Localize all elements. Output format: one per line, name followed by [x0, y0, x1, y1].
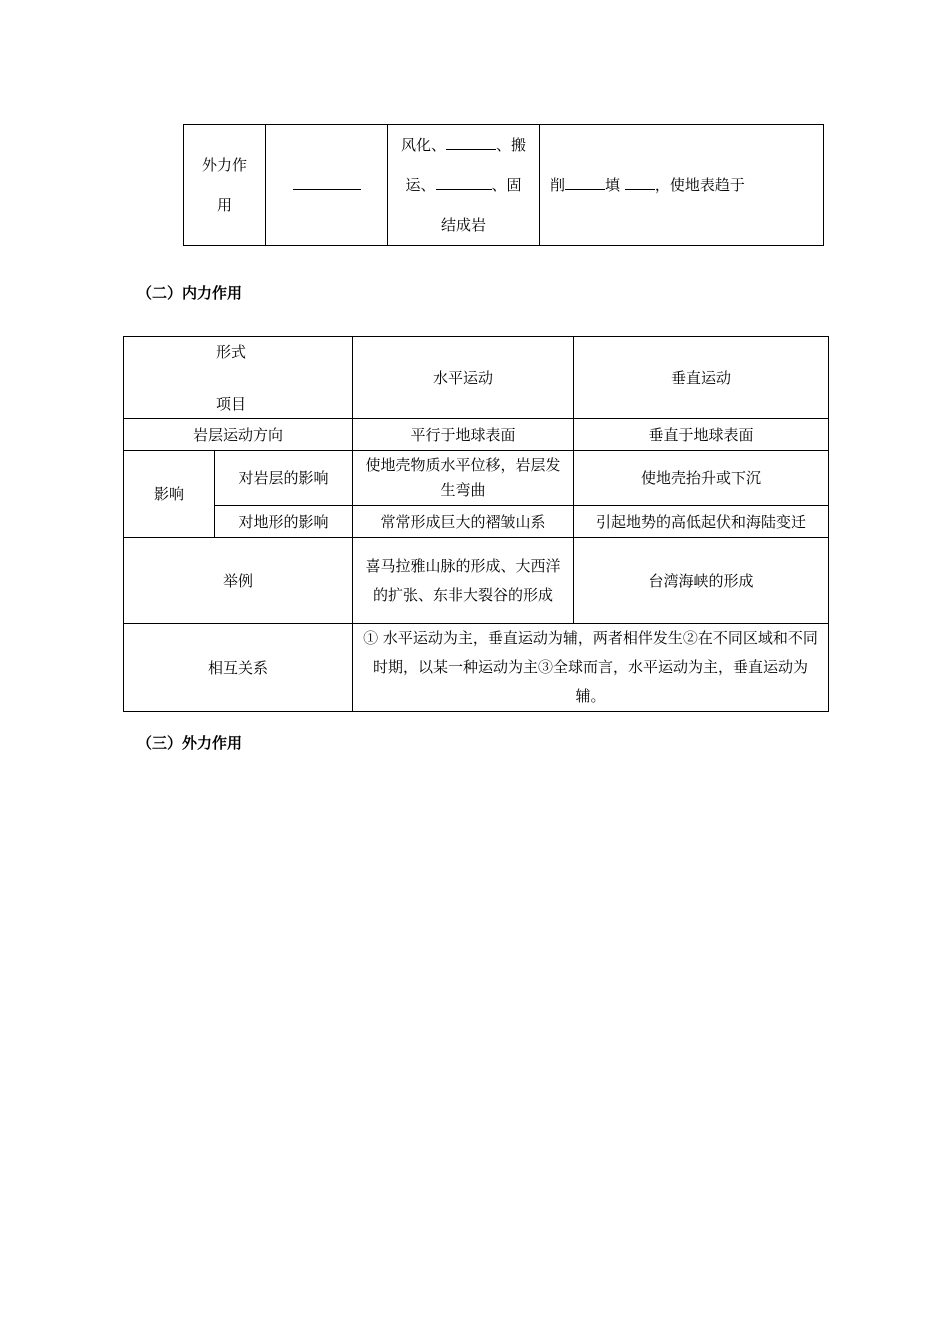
row-example-label: 举例: [124, 538, 353, 624]
table-row: [124, 624, 829, 712]
effect-text-3: ，使地表趋于: [654, 176, 745, 194]
table-row: [124, 451, 829, 506]
fill-blank[interactable]: [436, 171, 492, 190]
table-row: [124, 419, 829, 451]
influence-label: 影响: [124, 451, 215, 538]
energy-blank-cell: [266, 125, 388, 246]
table-row: [124, 337, 829, 419]
table-row: [124, 538, 829, 624]
row-landform-label: 对地形的影响: [215, 506, 353, 538]
row-direction-horizontal: 平行于地球表面: [353, 419, 574, 451]
table-row: [184, 125, 824, 246]
effect-cell: [540, 125, 824, 246]
row-rock-vertical: 使地壳抬升或下沉: [574, 451, 829, 506]
fill-blank[interactable]: [565, 171, 605, 190]
header-diagonal-cell: [124, 337, 353, 419]
row-landform-horizontal: 常常形成巨大的褶皱山系: [353, 506, 574, 538]
row-rock-horizontal: 使地壳物质水平位移，岩层发生弯曲: [353, 451, 574, 506]
row-landform-vertical: 引起地势的高低起伏和海陆变迁: [574, 506, 829, 538]
section-heading-external: （三）外力作用: [137, 734, 243, 752]
process-text-1: 风化、: [400, 136, 446, 154]
row-relation-text: ① 水平运动为主，垂直运动为辅，两者相伴发生②在不同区域和不同时期，以某一种运动为主③全球而言，水平运动为主，垂直运动为辅。: [353, 624, 829, 712]
row-example-horizontal: 喜马拉雅山脉的形成、大西洋的扩张、东非大裂谷的形成: [353, 538, 574, 624]
fill-blank[interactable]: [293, 171, 361, 190]
table-row: [124, 506, 829, 538]
internal-force-table: [123, 336, 829, 712]
fill-blank[interactable]: [625, 171, 655, 190]
external-force-label-line1: 外力作: [201, 156, 247, 174]
external-force-label-cell: [184, 125, 266, 246]
process-text-4: 、固: [491, 176, 522, 194]
effect-text-1: 削: [550, 176, 566, 194]
row-direction-vertical: 垂直于地球表面: [574, 419, 829, 451]
fill-blank[interactable]: [446, 131, 496, 150]
header-item-label: 项目: [216, 394, 247, 413]
section-heading-internal: （二）内力作用: [137, 284, 243, 302]
header-vertical: 垂直运动: [574, 337, 829, 419]
process-text-2: 、搬: [496, 136, 527, 154]
process-text-3: 运、: [405, 176, 436, 194]
row-direction-label: 岩层运动方向: [124, 419, 353, 451]
row-relation-label: 相互关系: [124, 624, 353, 712]
row-example-vertical: 台湾海峡的形成: [574, 538, 829, 624]
row-rock-label: 对岩层的影响: [215, 451, 353, 506]
external-force-table: [183, 124, 824, 246]
process-cell: [388, 125, 540, 246]
header-form-label: 形式: [216, 342, 247, 361]
external-force-label-line2: 用: [216, 196, 232, 214]
header-horizontal: 水平运动: [353, 337, 574, 419]
process-text-5: 结成岩: [440, 216, 486, 234]
effect-text-2: 填: [605, 176, 621, 194]
